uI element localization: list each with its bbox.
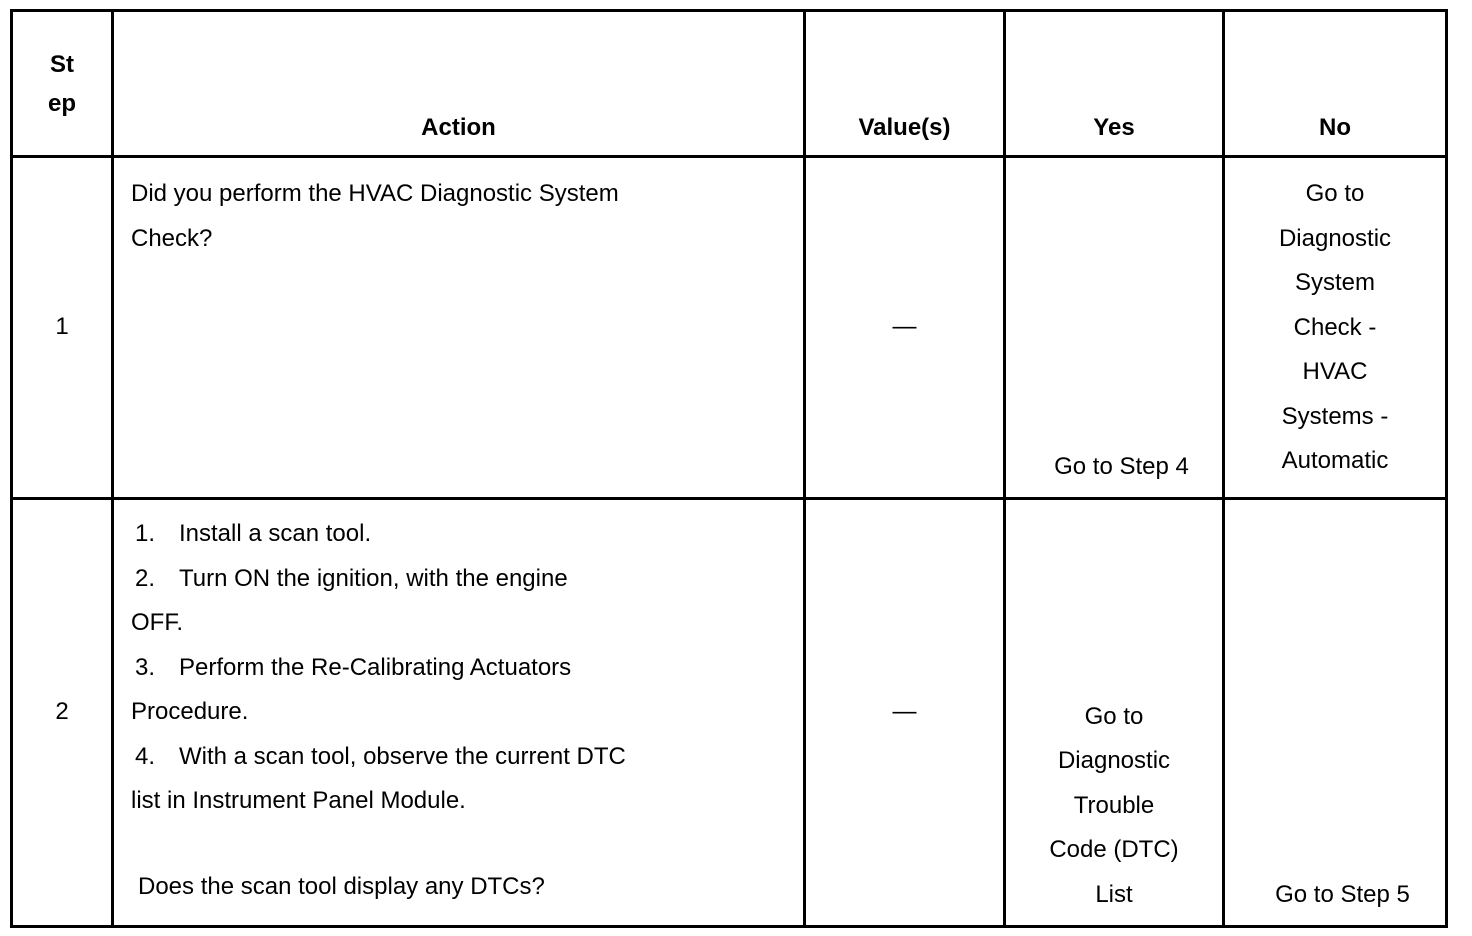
item-number: 4. [135, 742, 156, 770]
header-step-line1: St [50, 50, 74, 78]
item-text-continued: OFF. [131, 609, 183, 636]
action-question: Does the scan tool display any DTCs? [138, 872, 545, 900]
no-text: Systems - [1281, 402, 1389, 430]
header-row [12, 11, 1447, 157]
item-text-continued: list in Instrument Panel Module. [131, 787, 466, 814]
list-item [131, 735, 795, 824]
action-cell [113, 157, 805, 499]
item-text: With a scan tool, observe the current DTC [179, 742, 626, 770]
item-number: 2. [135, 564, 156, 592]
action-text: Did you perform the HVAC Diagnostic System [131, 180, 619, 207]
header-step [12, 11, 113, 157]
list-item [131, 557, 795, 646]
list-item [131, 646, 795, 735]
no-text: System [1294, 269, 1375, 296]
no-text: Check - [1293, 313, 1377, 341]
item-text: Turn ON the ignition, with the engine [179, 564, 568, 592]
yes-text: Go to [1084, 702, 1144, 730]
step-number: 1 [12, 157, 113, 499]
yes-text: Code (DTC) [1049, 836, 1179, 863]
value-cell: — [805, 499, 1005, 927]
value-cell: — [805, 157, 1005, 499]
diagnostic-table [10, 9, 1448, 928]
header-values: Value(s) [805, 11, 1005, 157]
no-text: Go to [1305, 180, 1365, 207]
item-number: 3. [135, 653, 156, 681]
yes-text: List [1095, 880, 1133, 908]
yes-text: Diagnostic [1057, 747, 1171, 774]
no-cell [1224, 157, 1447, 499]
yes-cell: Go to Step 4 [1005, 157, 1224, 499]
item-text: Perform the Re-Calibrating Actuators [179, 653, 572, 681]
header-step-line2: ep [47, 89, 76, 117]
header-no: No [1224, 11, 1447, 157]
step-number: 2 [12, 499, 113, 927]
yes-cell [1005, 499, 1224, 927]
yes-text: Trouble [1073, 791, 1155, 819]
list-item [131, 512, 795, 557]
action-cell [113, 499, 805, 927]
action-text: Check? [131, 224, 213, 252]
item-text: Install a scan tool. [179, 520, 372, 547]
header-yes: Yes [1005, 11, 1224, 157]
no-cell: Go to Step 5 [1224, 499, 1447, 927]
header-action: Action [113, 11, 805, 157]
no-text: HVAC [1302, 358, 1368, 385]
item-text-continued: Procedure. [131, 698, 249, 725]
table-row [12, 499, 1447, 927]
item-number: 1. [135, 520, 156, 547]
no-text: Diagnostic [1278, 224, 1392, 252]
table-row [12, 157, 1447, 499]
no-text: Automatic [1281, 447, 1389, 474]
